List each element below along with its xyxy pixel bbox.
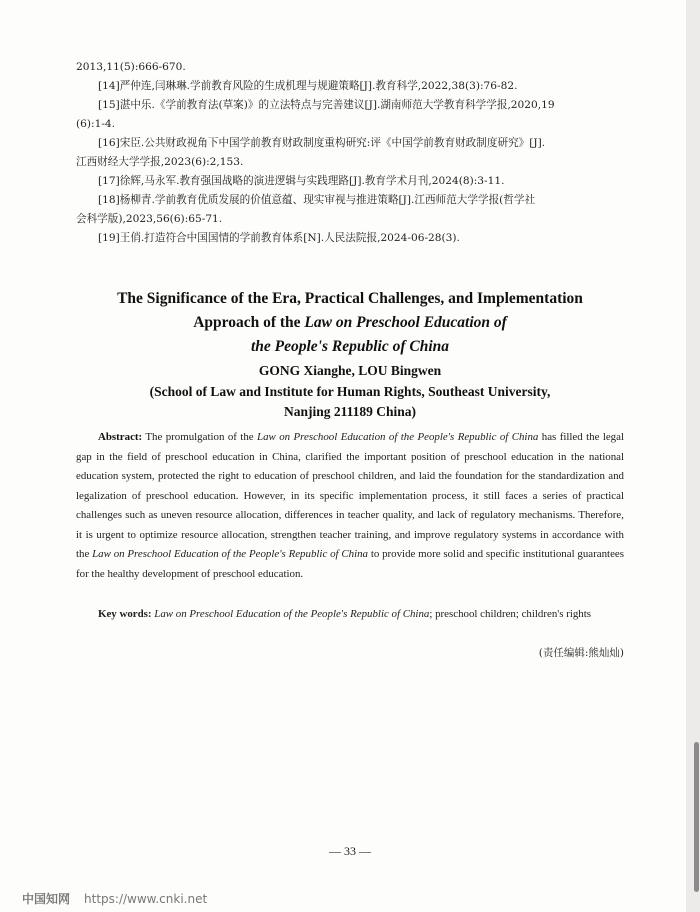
- reference-line: [18]杨柳青.学前教育优质发展的价值意蕴、现实审视与推进策略[J].江西师范大学学报(哲学社: [98, 194, 536, 206]
- watermark-url: https://www.cnki.net: [84, 892, 208, 906]
- keywords-label: Key words:: [98, 608, 152, 620]
- reference-line: [15]湛中乐.《学前教育法(草案)》的立法特点与完善建议[J].湖南师范大学教育科学学报,2020,19: [98, 99, 555, 111]
- reference-line: [16]宋臣.公共财政视角下中国学前教育财政制度重构研究:评《中国学前教育财政制度研究》[J].: [98, 137, 546, 149]
- reference-line: (6):1-4.: [76, 118, 116, 130]
- title-law-name-cont: the People's Republic of China: [250, 338, 450, 355]
- abstract-text: has filled the legal gap in the field of preschool education in China, clarified the important position of preschool education in the national education system, protected the right to education of preschool children, and laid the foundation for the standardization and legalization of preschool education. However, in its specific implementation process, it still faces a series of practical challenges such as uneven resource allocation, differences in teacher quality, and lack of regulatory mechanisms. Therefore, it is urgent to optimize resource allocation, strengthen teacher training, and improve regulatory systems in accordance with the: [76, 431, 624, 560]
- affiliation-line-1: (School of Law and Institute for Human Rights, Southeast University,: [149, 384, 551, 399]
- reference-list: [76, 58, 630, 248]
- keywords: [76, 605, 624, 625]
- reference-line: [19]王俏.打造符合中国国情的学前教育体系[N].人民法院报,2024-06-28(3).: [98, 232, 460, 244]
- cnki-watermark: [22, 890, 207, 907]
- responsible-editor: (责任编辑:熊灿灿): [538, 647, 624, 659]
- abstract-text: to provide more solid and specific institutional guarantees for the healthy development of preschool education.: [76, 548, 624, 580]
- law-name: Law on Preschool Education of the People's Republic of China: [257, 431, 539, 443]
- abstract-label: Abstract:: [98, 431, 143, 443]
- authors: GONG Xianghe, LOU Bingwen: [258, 363, 442, 378]
- reference-line: 会科学版),2023,56(6):65-71.: [76, 213, 223, 225]
- scrollbar-thumb[interactable]: [694, 742, 699, 892]
- keyword-law: Law on Preschool Education of the People's Republic of China: [154, 608, 430, 620]
- page-number: — 33 —: [329, 844, 371, 858]
- affiliation-line-2: Nanjing 211189 China): [283, 404, 417, 419]
- reference-line: 2013,11(5):666-670.: [76, 61, 186, 73]
- abstract-text: The promulgation of the: [142, 431, 258, 443]
- title-prefix: Approach of the: [193, 314, 305, 331]
- english-title-line-3: [40, 338, 660, 356]
- law-name: Law on Preschool Education of the People's Republic of China: [92, 548, 368, 560]
- abstract-paragraph: [76, 428, 624, 584]
- reference-line: [14]严仲连,闫琳琳.学前教育风险的生成机理与规避策略[J].教育科学,2022,38(3):76-82.: [98, 80, 518, 92]
- english-title-line-1: The Significance of the Era, Practical Challenges, and Implementation: [117, 290, 583, 307]
- reference-line: [17]徐辉,马永军.教育强国战略的演进逻辑与实践理路[J].教育学术月刊,2024(8):3-11.: [98, 175, 505, 187]
- watermark-brand: 中国知网: [22, 892, 71, 906]
- reference-line: 江西财经大学学报,2023(6):2,153.: [76, 156, 244, 168]
- keyword-rest: ; preschool children; children's rights: [429, 608, 592, 620]
- english-title-line-2: [40, 314, 660, 332]
- title-law-name: Law on Preschool Education of: [304, 314, 507, 331]
